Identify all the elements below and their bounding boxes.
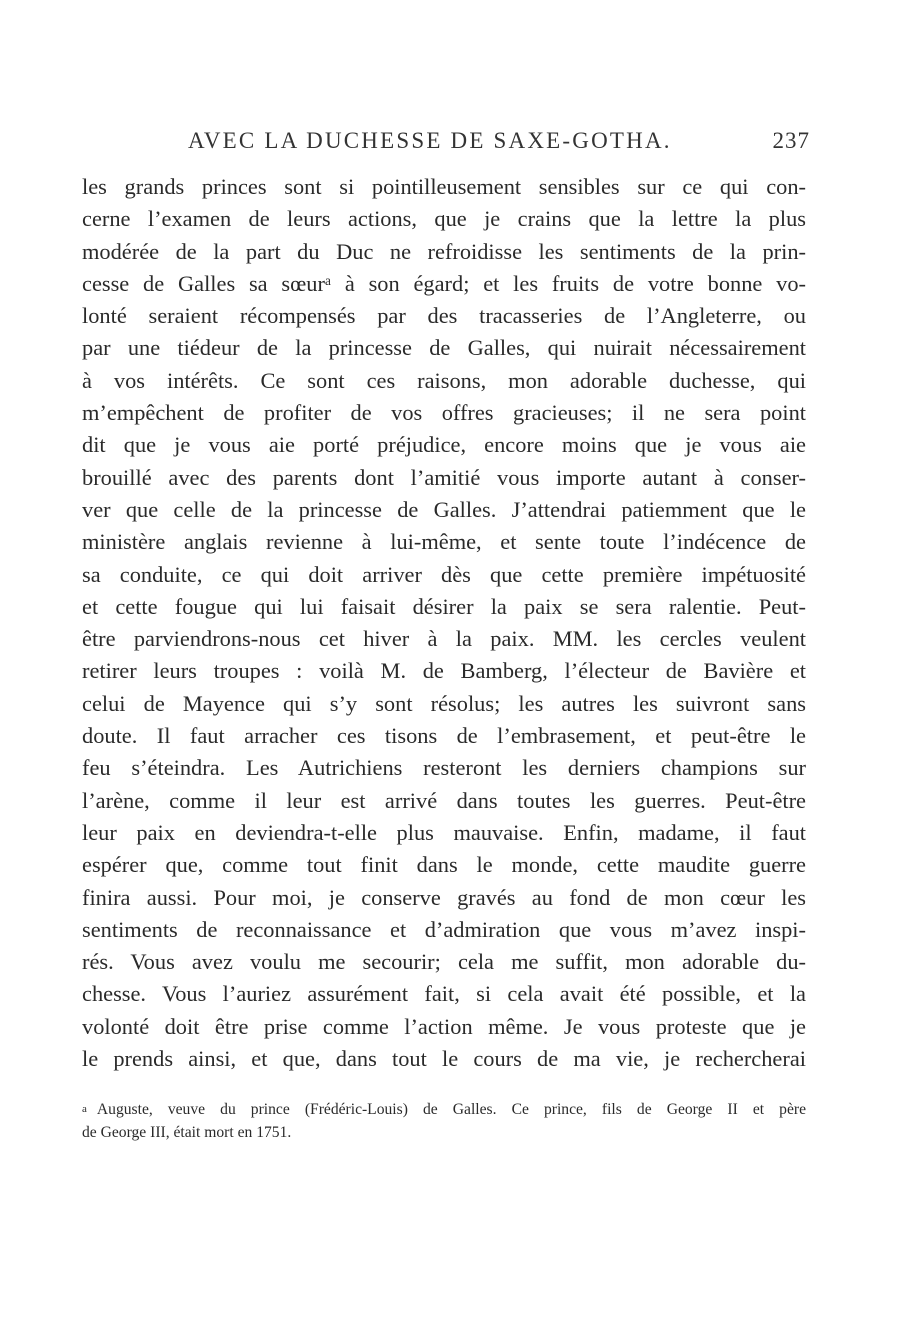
text-line: celui de Mayence qui s’y sont résolus; les autres les suivront sans: [82, 690, 806, 716]
text-line: finira aussi. Pour moi, je conserve gravés au fond de mon cœur les: [82, 884, 806, 910]
text-line: volonté doit être prise comme l’action même. Je vous proteste que je: [82, 1013, 806, 1039]
text-line: sa conduite, ce qui doit arriver dès que cette première impétuosité: [82, 561, 806, 587]
text-line: l’arène, comme il leur est arrivé dans toutes les guerres. Peut-être: [82, 787, 806, 813]
text-line: feu s’éteindra. Les Autrichiens resteront les derniers champions sur: [82, 755, 806, 781]
text-line: être parviendrons-nous cet hiver à la paix. MM. les cercles veulent: [82, 626, 806, 652]
text-line: chesse. Vous l’auriez assurément fait, si cela avait été possible, et la: [82, 981, 806, 1007]
footnote-line: [82, 1097, 806, 1121]
text-line: leur paix en deviendra-t-elle plus mauvaise. Enfin, madame, il faut: [82, 819, 806, 845]
text-line: le prends ainsi, et que, dans tout le cours de ma vie, je rechercherai: [82, 1046, 806, 1072]
footnote-text: Auguste, veuve du prince (Frédéric-Louis) de Galles. Ce prince, fils de George II et père: [96, 1101, 806, 1118]
text-line: cesse de Galles sa sœurᵃ à son égard; et les fruits de votre bonne vo-: [82, 270, 806, 296]
running-head: [82, 128, 810, 160]
text-line: les grands princes sont si pointilleusement sensibles sur ce qui con-: [82, 174, 806, 199]
text-line: à vos intérêts. Ce sont ces raisons, mon adorable duchesse, qui: [82, 367, 806, 393]
text-line: doute. Il faut arracher ces tisons de l’embrasement, et peut-être le: [82, 723, 806, 749]
footnote-marker: a: [82, 1103, 87, 1115]
text-line: cerne l’examen de leurs actions, que je crains que la lettre la plus: [82, 206, 806, 232]
text-line: retirer leurs troupes : voilà M. de Bamberg, l’électeur de Bavière et: [82, 658, 806, 684]
text-line: dit que je vous aie porté préjudice, encore moins que je vous aie: [82, 432, 806, 458]
footnote: [82, 1097, 806, 1145]
footnote-line: de George III, était mort en 1751.: [82, 1124, 292, 1141]
running-title: AVEC LA DUCHESSE DE SAXE-GOTHA.: [188, 128, 672, 153]
text-line: et cette fougue qui lui faisait désirer la paix se sera ralentie. Peut-: [82, 593, 806, 619]
text-line: modérée de la part du Duc ne refroidisse les sentiments de la prin-: [82, 238, 806, 264]
text-line: espérer que, comme tout finit dans le monde, cette maudite guerre: [82, 852, 806, 878]
text-line: lonté seraient récompensés par des tracasseries de l’Angleterre, ou: [82, 303, 806, 329]
text-line: sentiments de reconnaissance et d’admiration que vous m’avez inspi-: [82, 916, 806, 942]
text-line: ministère anglais revienne à lui-même, et sente toute l’indécence de: [82, 529, 806, 555]
body-text: [82, 171, 806, 1075]
text-line: brouillé avec des parents dont l’amitié vous importe autant à conser-: [82, 464, 806, 490]
text-line: rés. Vous avez voulu me secourir; cela me suffit, mon adorable du-: [82, 949, 806, 975]
text-line: par une tiédeur de la princesse de Galles, qui nuirait nécessairement: [82, 335, 806, 361]
text-line: ver que celle de la princesse de Galles. J’attendrai patiemment que le: [82, 496, 806, 522]
page-number: 237: [772, 128, 810, 153]
text-line: m’empêchent de profiter de vos offres gracieuses; il ne sera point: [82, 400, 806, 426]
